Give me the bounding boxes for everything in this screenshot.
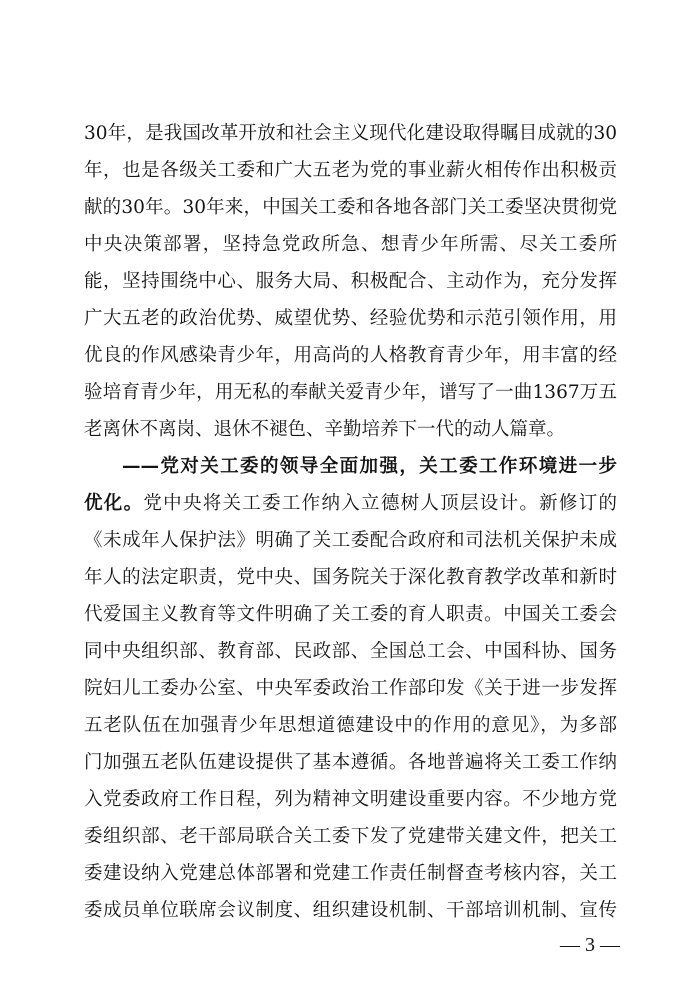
text-line: 能，坚持围绕中心、服务大局、积极配合、主动作为，充分发挥 (84, 271, 617, 292)
text-line (84, 485, 617, 522)
text-line: 30年，是我国改革开放和社会主义现代化建设取得瞩目成就的30 (84, 123, 617, 144)
text-line (84, 448, 617, 485)
text-line: 年，也是各级关工委和广大五老为党的事业薪火相传作出积极贡 (84, 160, 617, 181)
text-line: 代爱国主义教育等文件明确了关工委的育人职责。中国关工委会 (84, 604, 617, 625)
body-text (84, 115, 617, 929)
text-line: 委组织部、老干部局联合关工委下发了党建带关建文件，把关工 (84, 826, 617, 847)
text-line: 入党委政府工作日程，列为精神文明建设重要内容。不少地方党 (84, 789, 617, 810)
text-line: 优良的作风感染青少年，用高尚的人格教育青少年，用丰富的经 (84, 345, 617, 366)
text-run: 党中央将关工委工作纳入立德树人顶层设计。新修订的 (143, 493, 617, 514)
text-line: 验培育青少年，用无私的奉献关爱青少年，谱写了一曲1367万五 (84, 382, 617, 403)
page-number: — 3 — (560, 934, 620, 956)
text-line: 献的30年。30年来，中国关工委和各地各部门关工委坚决贯彻党 (84, 197, 617, 218)
section-heading: ——党对关工委的领导全面加强，关工委工作环境进一步 (122, 456, 617, 477)
text-line: 年人的法定职责，党中央、国务院关于深化教育教学改革和新时 (84, 567, 617, 588)
text-line: 同中央组织部、教育部、民政部、全国总工会、中国科协、国务 (84, 641, 617, 662)
text-line: 中央决策部署，坚持急党政所急、想青少年所需、尽关工委所 (84, 234, 617, 255)
text-line: 老离休不离岗、退休不褪色、辛勤培养下一代的动人篇章。 (84, 419, 566, 440)
paragraph-2 (84, 448, 617, 929)
text-line: 委建设纳入党建总体部署和党建工作责任制督查考核内容，关工 (84, 863, 617, 884)
text-line: 院妇儿工委办公室、中央军委政治工作部印发《关于进一步发挥 (84, 678, 617, 699)
section-heading-end: 优化。 (84, 493, 144, 514)
text-line: 门加强五老队伍建设提供了基本遵循。各地普遍将关工委工作纳 (84, 752, 617, 773)
text-line: 委成员单位联席会议制度、组织建设机制、干部培训机制、宣传 (84, 900, 617, 921)
text-line: 五老队伍在加强青少年思想道德建设中的作用的意见》，为多部 (84, 715, 617, 736)
text-line: 广大五老的政治优势、威望优势、经验优势和示范引领作用，用 (84, 308, 617, 329)
paragraph-1 (84, 115, 617, 448)
text-line: 《未成年人保护法》明确了关工委配合政府和司法机关保护未成 (84, 530, 617, 551)
